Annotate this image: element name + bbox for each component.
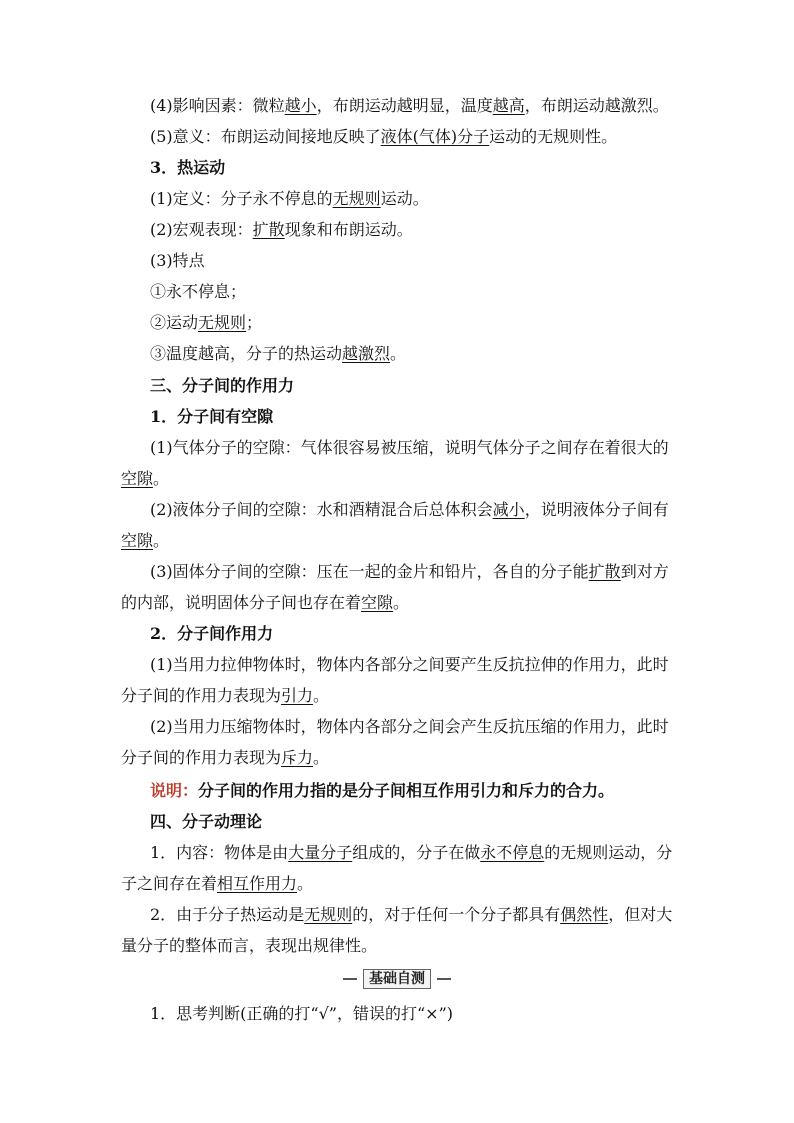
text: 组成的，分子在做 [352,843,481,862]
feature-item-2 [150,311,710,335]
section-heading-kinetic-theory: 四、分子动理论 [150,812,263,831]
paragraph-solid-gaps [150,560,710,584]
text: 到对方 [620,562,669,581]
paragraph-features: (3)特点 [150,251,205,270]
paragraph-content [150,841,710,865]
answer-blank: 扩散 [588,562,621,581]
banner-label: 基础自测 [363,969,431,989]
text: 的，对于任何一个分子都具有 [352,905,561,924]
text: 子之间存在着 [121,874,218,893]
paragraph-tension-cont [121,684,681,708]
answer-blank: 液体(气体)分子 [380,127,490,146]
answer-blank: 偶然性 [560,905,609,924]
paragraph-content-cont [121,872,681,896]
note-text: 分子间的作用力指的是分子间相互作用引力和斥力的合力。 [198,781,615,800]
text: 。 [297,874,314,893]
text: 。 [313,686,330,705]
feature-item-3 [150,342,710,366]
answer-blank: 空隙 [121,469,154,488]
text: (4)影响因素：微粒 [150,96,285,115]
section-heading-intermolecular-force: 三、分子间的作用力 [150,376,295,395]
heading-thermal-motion: 3．热运动 [150,158,226,177]
paragraph-randomness-cont: 量分子的整体而言，表现出规律性。 [121,936,378,955]
heading-gaps: 1．分子间有空隙 [150,407,274,426]
paragraph-tension: (1)当用力拉伸物体时，物体内各部分之间要产生反抗拉伸的作用力，此时 [150,655,669,674]
text: ③温度越高，分子的热运动 [150,344,343,363]
text: (1)定义：分子永不停息的 [150,189,333,208]
text: 的无规则运动，分 [544,843,673,862]
answer-blank: 引力 [281,686,314,705]
answer-blank: 越激烈 [342,344,391,363]
text: 。 [313,748,330,767]
text: (3)固体分子间的空隙：压在一起的金片和铅片，各自的分子能 [150,562,589,581]
answer-blank: 空隙 [121,531,154,550]
answer-blank: 无规则 [198,313,247,332]
text: 。 [393,593,410,612]
paragraph-gas-gaps: (1)气体分子的空隙：气体很容易被压缩，说明气体分子之间存在着很大的 [150,438,669,457]
paragraph-significance [150,125,710,149]
paragraph-macro [150,218,710,242]
answer-blank: 无规则 [332,189,381,208]
text: 运动的无规则性。 [489,127,618,146]
answer-blank: 减小 [492,500,525,519]
answer-blank: 空隙 [361,593,394,612]
note-label: 说明： [150,781,199,800]
feature-item-1: ①永不停息； [150,282,247,301]
text: ，布朗运动越明显，温度 [316,96,493,115]
banner-rule-right [437,978,451,980]
answer-blank: 永不停息 [480,843,545,862]
text: 1．内容：物体是由 [150,843,289,862]
text: 运动。 [380,189,429,208]
text: 分子间的作用力表现为 [121,748,282,767]
paragraph-influence-factors [150,94,710,118]
text: (2)宏观表现： [150,220,253,239]
text: ； [246,313,263,332]
paragraph-liquid-gaps-cont [121,529,681,553]
section-banner [343,968,451,990]
text: 现象和布朗运动。 [284,220,413,239]
banner-rule-left [343,978,357,980]
text: ，布朗运动越激烈。 [524,96,669,115]
text: ，说明液体分子间有 [524,500,669,519]
text: ，但对大 [608,905,673,924]
paragraph-gas-gaps-cont [121,467,681,491]
answer-blank: 扩散 [252,220,285,239]
text: 。 [153,469,170,488]
paragraph-solid-gaps-cont [121,591,681,615]
paragraph-compression: (2)当用力压缩物体时，物体内各部分之间会产生反抗压缩的作用力，此时 [150,717,669,736]
answer-blank: 越小 [284,96,317,115]
paragraph-randomness [150,903,710,927]
answer-blank: 斥力 [281,748,314,767]
answer-blank: 越高 [492,96,525,115]
note [150,779,710,803]
text: 分子间的作用力表现为 [121,686,282,705]
text: 。 [153,531,170,550]
text: (2)液体分子间的空隙：水和酒精混合后总体积会 [150,500,493,519]
text: 的内部，说明固体分子间也存在着 [121,593,362,612]
text: ②运动 [150,313,199,332]
paragraph-definition [150,187,710,211]
text: (5)意义：布朗运动间接地反映了 [150,127,381,146]
answer-blank: 相互作用力 [217,874,298,893]
paragraph-compression-cont [121,746,681,770]
answer-blank: 无规则 [304,905,353,924]
answer-blank: 大量分子 [288,843,353,862]
heading-intermolecular-force: 2．分子间作用力 [150,624,274,643]
question-1: 1．思考判断(正确的打“√”，错误的打“×”) [150,1004,453,1023]
text: 。 [390,344,407,363]
paragraph-liquid-gaps [150,498,710,522]
text: 2．由于分子热运动是 [150,905,305,924]
